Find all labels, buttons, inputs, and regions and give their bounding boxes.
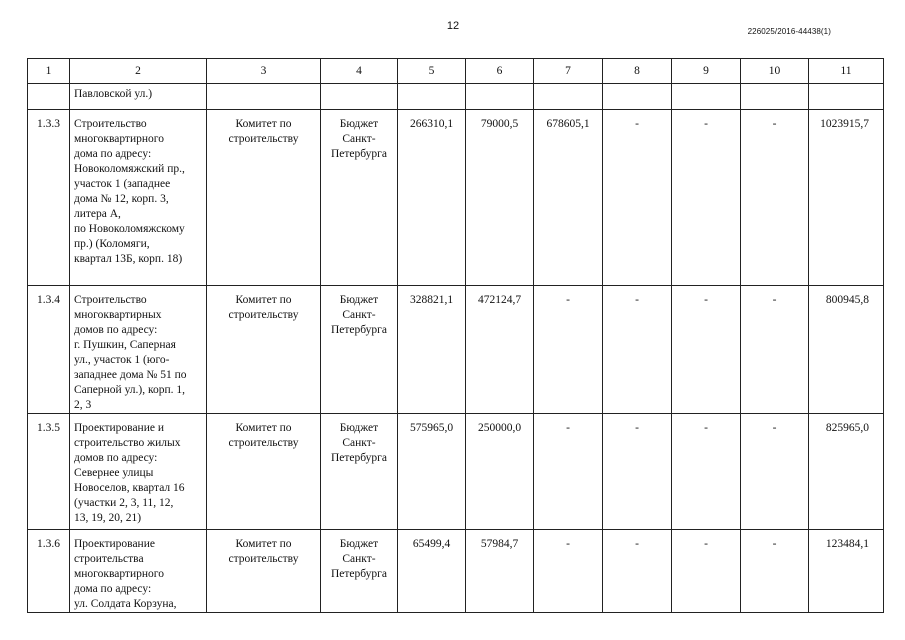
cell-source-line: Санкт- bbox=[342, 133, 376, 145]
cell-source bbox=[321, 414, 398, 530]
cell-name-line: ул., участок 1 (юго- bbox=[74, 354, 170, 366]
cell-8 bbox=[603, 84, 672, 110]
cell-name-line: Проектирование и bbox=[74, 422, 164, 434]
cell-total: 825965,0 bbox=[809, 414, 884, 530]
table-row bbox=[28, 414, 884, 530]
cell-source-line: Санкт- bbox=[342, 309, 376, 321]
cell-name-line: 2, 3 bbox=[74, 399, 92, 411]
cell-name-line: участок 1 (западнее bbox=[74, 178, 171, 190]
cell-name-line: Севернее улицы bbox=[74, 467, 154, 479]
page-number: 12 bbox=[446, 20, 460, 32]
cell-source bbox=[321, 110, 398, 286]
table-row bbox=[28, 286, 884, 414]
cell-executor bbox=[207, 110, 321, 286]
cell-name-line: литера А, bbox=[74, 208, 121, 220]
cell-source-line: Бюджет bbox=[339, 422, 379, 434]
cell-name-line: многоквартирного bbox=[74, 133, 164, 145]
cell-executor-line: Комитет по bbox=[235, 294, 292, 306]
cell-name-line: 13, 19, 20, 21) bbox=[74, 512, 142, 524]
cell-source bbox=[321, 84, 398, 110]
cell-9 bbox=[672, 84, 741, 110]
cell-10: - bbox=[741, 530, 809, 613]
cell-executor bbox=[207, 530, 321, 613]
cell-10 bbox=[741, 84, 809, 110]
cell-name bbox=[70, 414, 207, 530]
cell-num: 1.3.4 bbox=[28, 286, 70, 414]
cell-executor-line: Комитет по bbox=[235, 422, 292, 434]
table-body bbox=[28, 84, 884, 613]
cell-name-line: Проектирование bbox=[74, 538, 155, 550]
cell-name-line: домов по адресу: bbox=[74, 452, 158, 464]
cell-name-line: ул. Солдата Корзуна, bbox=[74, 598, 177, 610]
cell-name-line: многоквартирного bbox=[74, 568, 164, 580]
document-id: 226025/2016-44438(1) bbox=[747, 27, 831, 36]
budget-table bbox=[27, 58, 884, 613]
cell-7: 678605,1 bbox=[534, 110, 603, 286]
table-row bbox=[28, 530, 884, 613]
cell-source-line: Санкт- bbox=[342, 437, 376, 449]
cell-source bbox=[321, 530, 398, 613]
column-header-10: 10 bbox=[741, 59, 809, 84]
cell-name-line: Строительство bbox=[74, 118, 147, 130]
cell-5: 266310,1 bbox=[398, 110, 466, 286]
cell-name bbox=[70, 286, 207, 414]
cell-name-line: Строительство bbox=[74, 294, 147, 306]
cell-8: - bbox=[603, 286, 672, 414]
cell-6: 472124,7 bbox=[466, 286, 534, 414]
cell-name-line: западнее дома № 51 по bbox=[74, 369, 187, 381]
cell-executor-line: Комитет по bbox=[235, 118, 292, 130]
column-number-row bbox=[28, 59, 884, 84]
cell-8: - bbox=[603, 530, 672, 613]
cell-source-line: Петербурга bbox=[330, 324, 388, 336]
cell-name bbox=[70, 530, 207, 613]
cell-total: 123484,1 bbox=[809, 530, 884, 613]
cell-5: 575965,0 bbox=[398, 414, 466, 530]
continuation-row bbox=[28, 84, 884, 110]
cell-name-line: Новоселов, квартал 16 bbox=[74, 482, 185, 494]
cell-source bbox=[321, 286, 398, 414]
cell-10: - bbox=[741, 414, 809, 530]
cell-name-line: квартал 13Б, корп. 18) bbox=[74, 253, 183, 265]
cell-10: - bbox=[741, 286, 809, 414]
cell-6: 79000,5 bbox=[466, 110, 534, 286]
column-header-5: 5 bbox=[398, 59, 466, 84]
cell-10: - bbox=[741, 110, 809, 286]
column-header-9: 9 bbox=[672, 59, 741, 84]
cell-8: - bbox=[603, 414, 672, 530]
cell-total: 800945,8 bbox=[809, 286, 884, 414]
cell-6: 250000,0 bbox=[466, 414, 534, 530]
cell-executor-line: строительству bbox=[228, 437, 299, 449]
column-header-1: 1 bbox=[28, 59, 70, 84]
cell-9: - bbox=[672, 414, 741, 530]
cell-executor bbox=[207, 286, 321, 414]
cell-name-line: по Новоколомяжскому bbox=[74, 223, 185, 235]
column-header-3: 3 bbox=[207, 59, 321, 84]
cell-name bbox=[70, 110, 207, 286]
cell-7: - bbox=[534, 530, 603, 613]
cell-source-line: Петербурга bbox=[330, 452, 388, 464]
cell-num: 1.3.3 bbox=[28, 110, 70, 286]
cell-num: 1.3.6 bbox=[28, 530, 70, 613]
cell-num: 1.3.5 bbox=[28, 414, 70, 530]
cell-name-line: Саперной ул.), корп. 1, bbox=[74, 384, 186, 396]
cell-executor bbox=[207, 414, 321, 530]
cell-8: - bbox=[603, 110, 672, 286]
cell-name-line: строительство жилых bbox=[74, 437, 181, 449]
cell-executor-line: строительству bbox=[228, 553, 299, 565]
cell-5 bbox=[398, 84, 466, 110]
cell-name-line: домов по адресу: bbox=[74, 324, 158, 336]
cell-name-line: г. Пушкин, Саперная bbox=[74, 339, 176, 351]
column-header-7: 7 bbox=[534, 59, 603, 84]
cell-executor-line: Комитет по bbox=[235, 538, 292, 550]
table-header bbox=[28, 59, 884, 84]
cell-total bbox=[809, 84, 884, 110]
column-header-2: 2 bbox=[70, 59, 207, 84]
cell-7: - bbox=[534, 414, 603, 530]
cell-executor-line: строительству bbox=[228, 133, 299, 145]
table-row bbox=[28, 110, 884, 286]
cell-name-line: многоквартирных bbox=[74, 309, 162, 321]
cell-executor-line: строительству bbox=[228, 309, 299, 321]
cell-5: 65499,4 bbox=[398, 530, 466, 613]
cell-9: - bbox=[672, 530, 741, 613]
cell-name-line: строительства bbox=[74, 553, 144, 565]
column-header-6: 6 bbox=[466, 59, 534, 84]
cell-7: - bbox=[534, 286, 603, 414]
cell-num bbox=[28, 84, 70, 110]
cell-source-line: Петербурга bbox=[330, 568, 388, 580]
cell-name-line: дома по адресу: bbox=[74, 148, 152, 160]
column-header-4: 4 bbox=[321, 59, 398, 84]
column-header-11: 11 bbox=[809, 59, 884, 84]
cell-total: 1023915,7 bbox=[809, 110, 884, 286]
cell-9: - bbox=[672, 286, 741, 414]
cell-source-line: Санкт- bbox=[342, 553, 376, 565]
cell-5: 328821,1 bbox=[398, 286, 466, 414]
cell-executor bbox=[207, 84, 321, 110]
cell-name-line: дома по адресу: bbox=[74, 583, 152, 595]
cell-6 bbox=[466, 84, 534, 110]
cell-name-line: Новоколомяжский пр., bbox=[74, 163, 185, 175]
cell-name-line: пр.) (Коломяги, bbox=[74, 238, 150, 250]
cell-name: Павловской ул.) bbox=[70, 84, 207, 110]
cell-9: - bbox=[672, 110, 741, 286]
cell-source-line: Бюджет bbox=[339, 118, 379, 130]
column-header-8: 8 bbox=[603, 59, 672, 84]
cell-source-line: Бюджет bbox=[339, 538, 379, 550]
cell-source-line: Петербурга bbox=[330, 148, 388, 160]
cell-6: 57984,7 bbox=[466, 530, 534, 613]
cell-name-line: дома № 12, корп. 3, bbox=[74, 193, 169, 205]
cell-7 bbox=[534, 84, 603, 110]
cell-source-line: Бюджет bbox=[339, 294, 379, 306]
cell-name-line: (участки 2, 3, 11, 12, bbox=[74, 497, 174, 509]
